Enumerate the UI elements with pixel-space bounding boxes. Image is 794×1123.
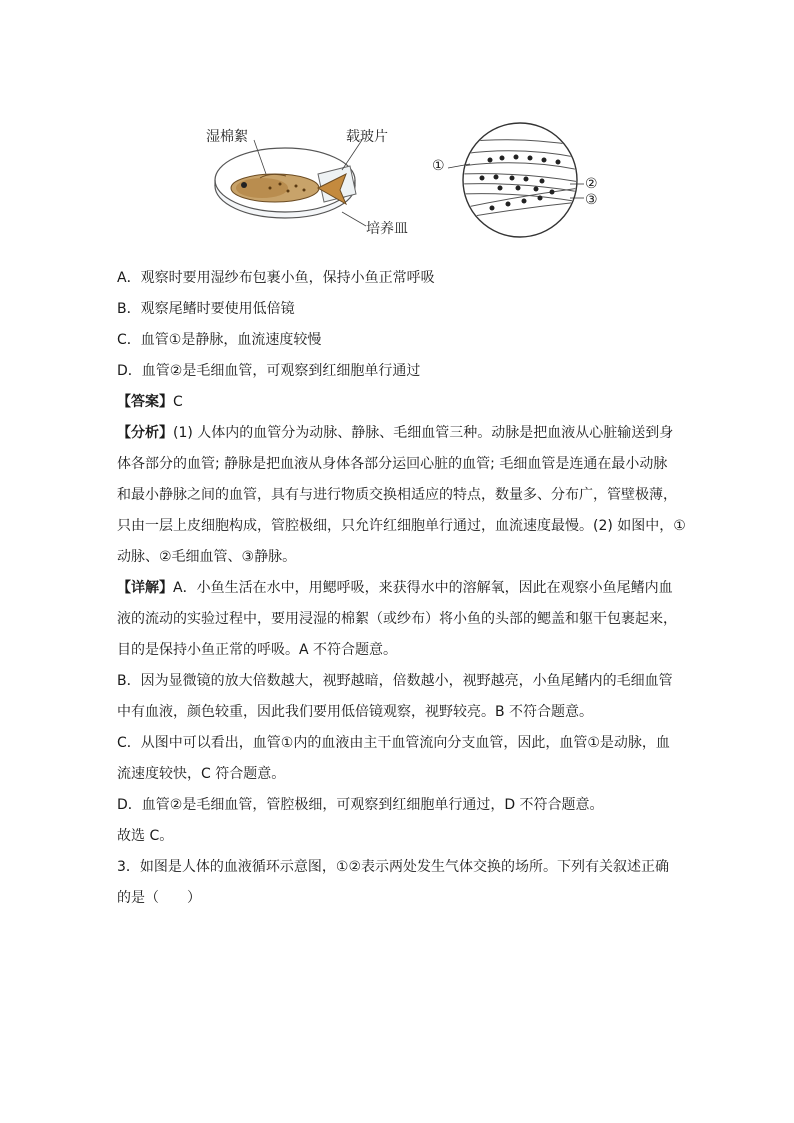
experiment-figure bbox=[200, 118, 600, 240]
option-b: B．观察尾鳍时要使用低倍镜 bbox=[117, 301, 295, 317]
option-d: D．血管②是毛细血管，可观察到红细胞单行通过 bbox=[117, 363, 421, 379]
analysis-line-5: 动脉、②毛细血管、③静脉。 bbox=[117, 549, 297, 565]
label-wet-cotton: 湿棉絮 bbox=[206, 129, 248, 145]
analysis-line-4: 只由一层上皮细胞构成，管腔极细，只允许红细胞单行通过，血流速度最慢。(2) 如图中，① bbox=[117, 518, 686, 534]
analysis-line-3: 和最小静脉之间的血管，具有与进行物质交换相适应的特点，数量多、分布广，管壁极薄， bbox=[117, 487, 677, 503]
analysis-line-2: 体各部分的血管; 静脉是把血液从身体各部分运回心脏的血管; 毛细血管是连通在最小动脉 bbox=[117, 456, 668, 472]
question-options bbox=[117, 263, 697, 914]
analysis-line-1 bbox=[117, 418, 697, 449]
detail-line-9: 故选 C。 bbox=[117, 828, 174, 844]
detail-line-2: 液的流动的实验过程中，要用浸湿的棉絮（或纱布）将小鱼的头部的鳃盖和躯干包裹起来， bbox=[117, 611, 677, 627]
detail-line-1 bbox=[117, 573, 697, 604]
label-slide: 载玻片 bbox=[346, 129, 388, 145]
option-c: C．血管①是静脉，血流速度较慢 bbox=[117, 332, 322, 348]
analysis-tag: 【分析】 bbox=[117, 425, 173, 441]
detail-line-8: D．血管②是毛细血管，管腔极细，可观察到红细胞单行通过，D 不符合题意。 bbox=[117, 797, 604, 813]
answer-tag: 【答案】 bbox=[117, 394, 173, 410]
answer-line bbox=[117, 387, 697, 418]
detail-text: A．小鱼生活在水中，用鳃呼吸，来获得水中的溶解氧，因此在观察小鱼尾鳍内血 bbox=[173, 580, 673, 596]
marker-3: ③ bbox=[585, 192, 598, 208]
question-3-line-1: 3．如图是人体的血液循环示意图，①②表示两处发生气体交换的场所。下列有关叙述正确 bbox=[117, 859, 670, 875]
marker-1: ① bbox=[432, 158, 445, 174]
label-dish: 培养皿 bbox=[366, 221, 408, 237]
marker-2: ② bbox=[585, 176, 598, 192]
detail-line-7: 流速度较快，C 符合题意。 bbox=[117, 766, 286, 782]
microscope-view-icon bbox=[448, 123, 584, 237]
detail-line-3: 目的是保持小鱼正常的呼吸。A 不符合题意。 bbox=[117, 642, 398, 658]
detail-line-5: 中有血液，颜色较重，因此我们要用低倍镜观察，视野较亮。B 不符合题意。 bbox=[117, 704, 594, 720]
detail-line-6: C．从图中可以看出，血管①内的血液由主干血管流向分支血管，因此，血管①是动脉，血 bbox=[117, 735, 670, 751]
detail-line-4: B．因为显微镜的放大倍数越大，视野越暗，倍数越小，视野越亮，小鱼尾鳍内的毛细血管 bbox=[117, 673, 673, 689]
detail-tag: 【详解】 bbox=[117, 580, 173, 596]
question-3-line-2: 的是（ ） bbox=[117, 890, 201, 906]
answer-value: C bbox=[173, 394, 183, 410]
analysis-text: (1) 人体内的血管分为动脉、静脉、毛细血管三种。动脉是把血液从心脏输送到身 bbox=[173, 425, 674, 441]
option-a: A．观察时要用湿纱布包裹小鱼，保持小鱼正常呼吸 bbox=[117, 270, 435, 286]
